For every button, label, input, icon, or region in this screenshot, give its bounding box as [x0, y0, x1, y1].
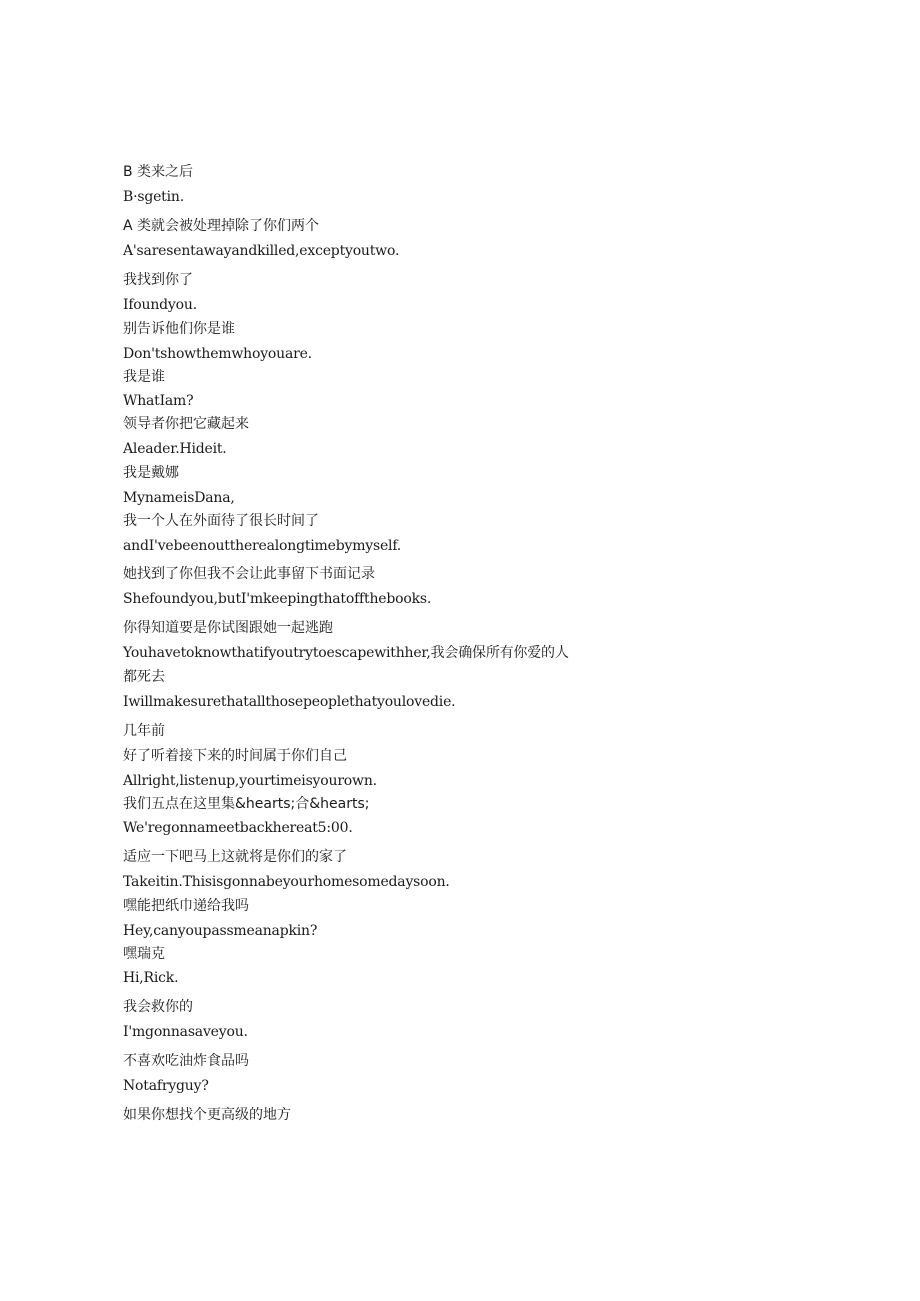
subtitle-line-zh: 嘿能把纸巾递给我吗: [123, 898, 249, 914]
subtitle-line-en: Aleader.Hideit.: [123, 441, 227, 457]
subtitle-line-en: We'regonnameetbackhereat5:00.: [123, 820, 353, 836]
subtitle-line-zh: 都死去: [123, 669, 165, 685]
subtitle-line-en: I'mgonnasaveyou.: [123, 1024, 248, 1040]
subtitle-line-en: Iwillmakesurethatallthosepeoplethatyoulovedie.: [123, 694, 456, 710]
subtitle-line-en: WhatIam?: [123, 393, 194, 409]
subtitle-line-zh: B 类来之后: [123, 164, 194, 180]
subtitle-line-zh: 我一个人在外面待了很长时间了: [123, 513, 319, 529]
subtitle-line-en: andI'vebeenouttherealongtimebymyself.: [123, 538, 402, 554]
subtitle-line-en: Hi,Rick.: [123, 970, 179, 986]
subtitle-line-en: Shefoundyou,butI'mkeepingthatoffthebooks.: [123, 591, 432, 607]
subtitle-line-en: B·sgetin.: [123, 189, 184, 205]
subtitle-line-zh: 不喜欢吃油炸食品吗: [123, 1053, 249, 1069]
subtitle-line-zh: A 类就会被处理掉除了你们两个: [123, 218, 320, 234]
subtitle-line-en: Hey,canyoupassmeanapkin?: [123, 923, 318, 939]
subtitle-line-zh: 别告诉他们你是谁: [123, 321, 235, 337]
subtitle-line-zh: 几年前: [123, 723, 165, 739]
subtitle-line-zh: 如果你想找个更高级的地方: [123, 1107, 291, 1123]
subtitle-line-en: A'saresentawayandkilled,exceptyoutwo.: [123, 243, 400, 259]
subtitle-line-zh: 嘿瑞克: [123, 946, 165, 962]
subtitle-line-mixed: Youhavetoknowthatifyoutrytoescapewithher,我会确保所有你爱的人: [123, 645, 569, 661]
subtitle-line-zh: 她找到了你但我不会让此事留下书面记录: [123, 566, 375, 582]
subtitle-line-en: Takeitin.Thisisgonnabeyourhomesomedaysoon.: [123, 874, 450, 890]
subtitle-line-zh: 我找到你了: [123, 272, 193, 288]
subtitle-line-en: Ifoundyou.: [123, 297, 197, 313]
subtitle-line-zh: 我们五点在这里集&hearts;合&hearts;: [123, 796, 370, 812]
subtitle-line-zh: 适应一下吧马上这就将是你们的家了: [123, 849, 347, 865]
subtitle-line-zh: 好了听着接下来的时间属于你们自己: [123, 748, 347, 764]
subtitle-line-en: Don'tshowthemwhoyouare.: [123, 346, 312, 362]
subtitle-line-en: Notafryguy?: [123, 1078, 209, 1094]
subtitle-line-zh: 我会救你的: [123, 999, 193, 1015]
subtitle-line-zh: 领导者你把它藏起来: [123, 416, 249, 432]
subtitle-line-zh: 我是谁: [123, 369, 165, 385]
subtitle-line-en: Allright,listenup,yourtimeisyourown.: [123, 773, 377, 789]
subtitle-line-en: MynameisDana,: [123, 490, 235, 506]
subtitle-line-zh: 你得知道要是你试图跟她一起逃跑: [123, 620, 333, 636]
subtitle-line-zh: 我是戴娜: [123, 465, 179, 481]
